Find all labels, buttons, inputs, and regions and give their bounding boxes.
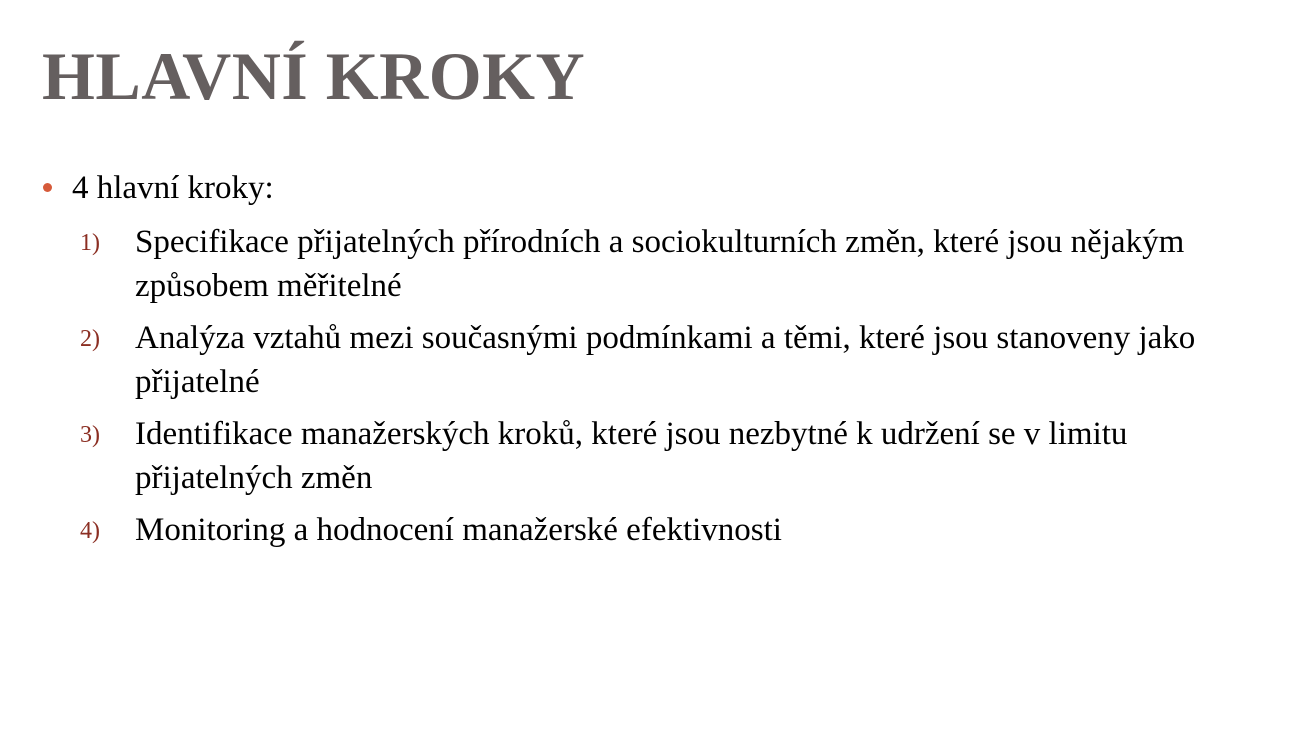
step-text: Monitoring a hodnocení manažerské efektivnosti [135,512,782,548]
step-text: Specifikace přijatelných přírodních a sociokulturních změn, které jsou nějakým způsobem měřitelné [135,224,1185,304]
step-item [40,220,1280,308]
bullet-dot-icon [43,183,52,192]
step-item [40,316,1280,404]
step-number: 4) [80,518,100,544]
step-number: 2) [80,326,100,352]
slide-title: HLAVNÍ KROKY [42,38,586,114]
step-number: 1) [80,230,100,256]
bullet-text: 4 hlavní kroky: [72,170,274,206]
step-text: Identifikace manažerských kroků, které jsou nezbytné k udržení se v limitu přijatelných změn [135,416,1128,496]
step-number: 3) [80,422,100,448]
bullet-item [40,168,1280,210]
step-item [40,508,1280,552]
slide-content [40,168,1280,560]
step-item [40,412,1280,500]
step-text: Analýza vztahů mezi současnými podmínkami a těmi, které jsou stanoveny jako přijatelné [135,320,1196,400]
steps-list [40,220,1280,552]
